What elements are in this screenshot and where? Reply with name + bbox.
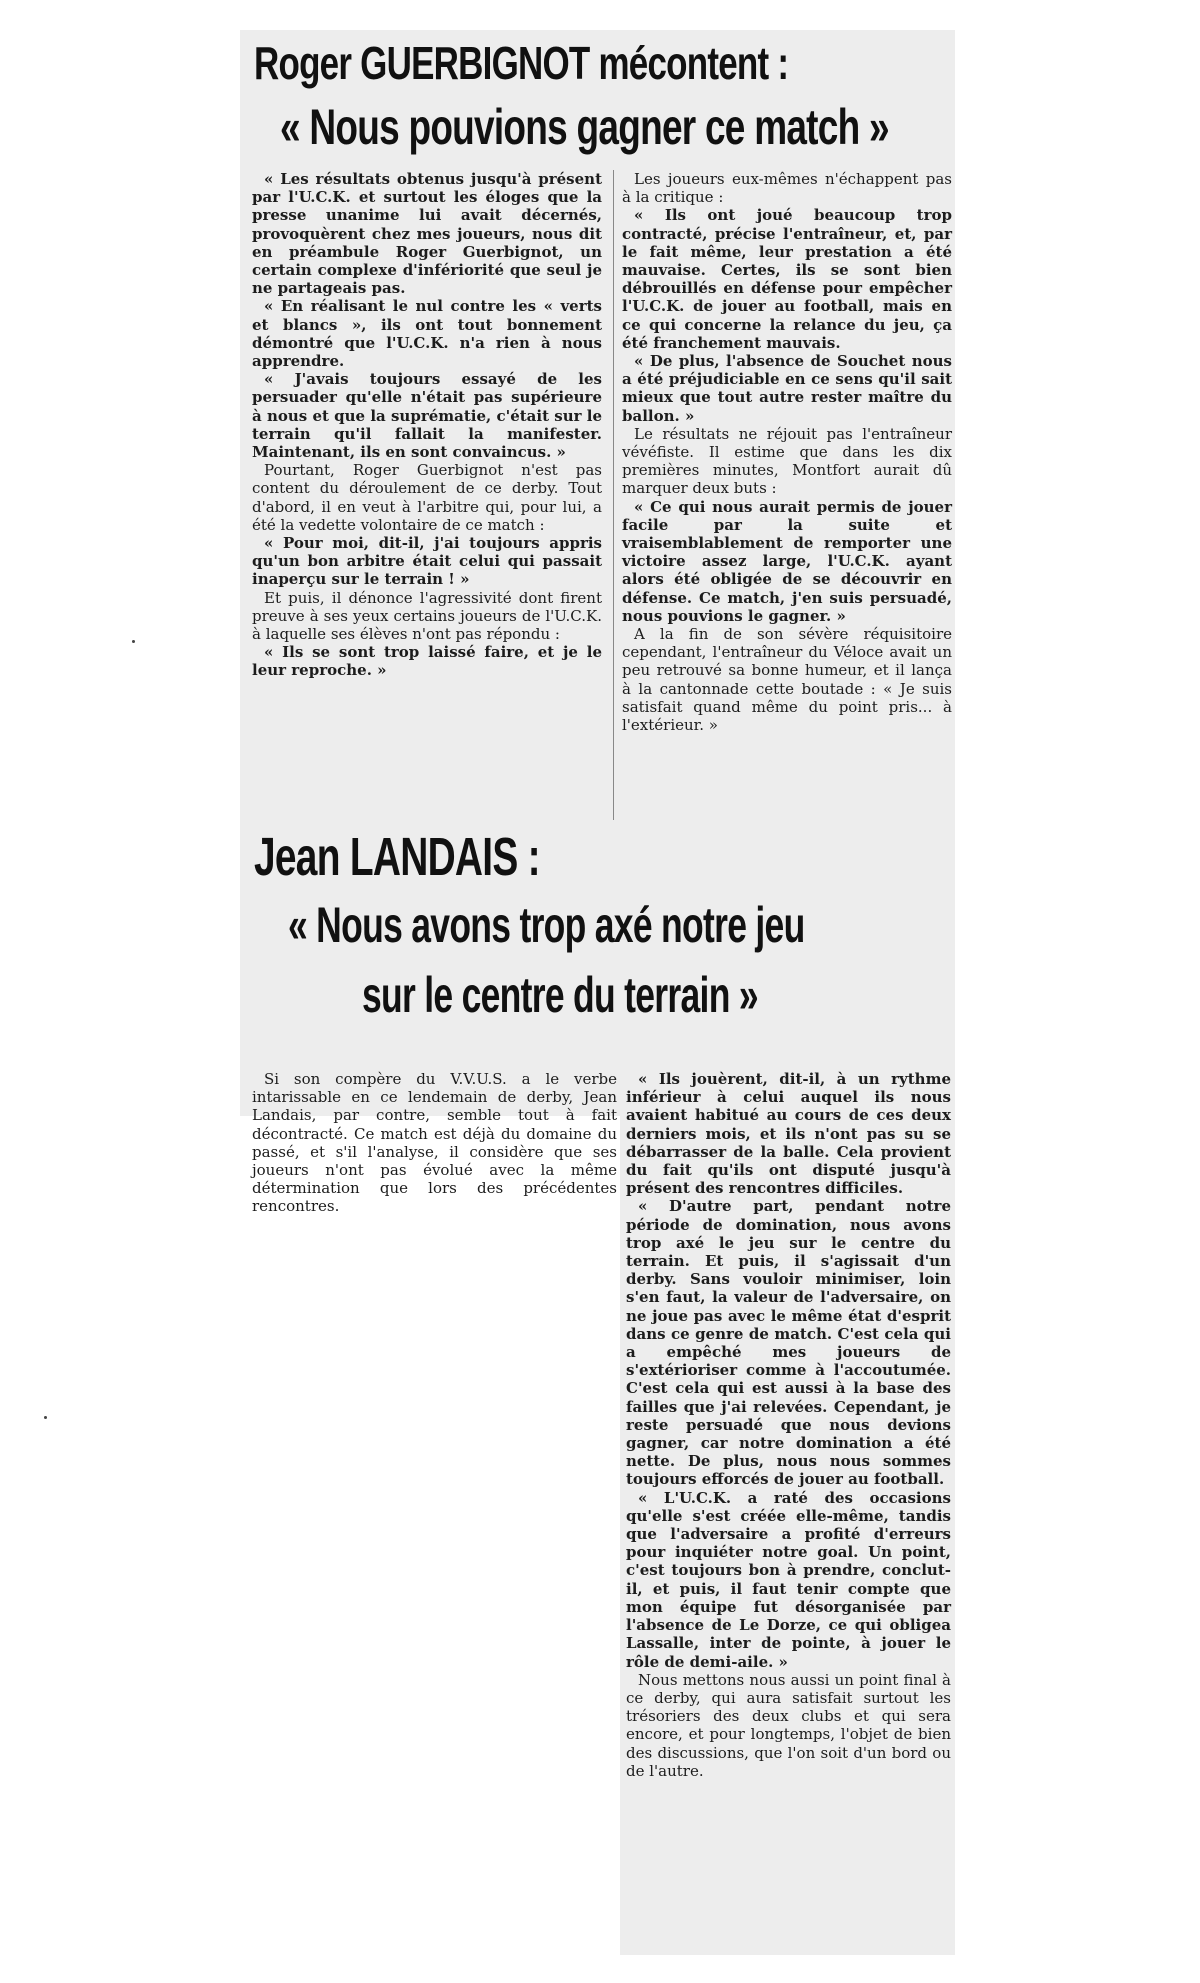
article1-body	[252, 170, 602, 680]
scan-speck	[44, 1416, 47, 1419]
article1-paragraph: « J'avais toujours essayé de les persuader qu'elle n'était pas supérieure à nous et que la suprématie, c'était sur le terrain qu'il fallait la manifester. Maintenant, ils en sont convaincus. »	[252, 370, 602, 462]
article2-paragraph: « Ils jouèrent, dit-il, à un rythme inférieur à celui auquel ils nous avaient habitué au cours de ces deux derniers mois, et ils n'ont pas su se débarrasser de la balle. Cela provient du fait qu'ils ont disputé jusqu'à présent des rencontres difficiles.	[626, 1070, 951, 1198]
article2-paragraph: « D'autre part, pendant notre période de domination, nous avons trop axé le jeu sur le centre du terrain. Et puis, il s'agissait d'un derby. Sans vouloir minimiser, loin s'en faut, la valeur de l'adversaire, on ne joue pas avec le même état d'esprit dans ce genre de match. C'est cela qui a empêché mes joueurs de s'extérioriser comme à l'accoutumée. C'est cela qui est aussi à la base des failles que j'ai relevées. Cependant, je reste persuadé que nous devions gagner, car notre domination a été nette. De plus, nous nous sommes toujours efforcés de jouer au football.	[626, 1197, 951, 1489]
article2-column-right	[626, 1070, 951, 1950]
article1-paragraph: Les joueurs eux-mêmes n'échappent pas à la critique :	[622, 170, 952, 207]
article1-column-right	[622, 170, 952, 820]
article2-headline-line2: « Nous avons trop axé notre jeu	[288, 897, 805, 953]
article1-paragraph: « De plus, l'absence de Souchet nous a été préjudiciable en ce sens qu'il sait mieux que tout autre rester maître du ballon. »	[622, 352, 952, 425]
article2-paragraph: « L'U.C.K. a raté des occasions qu'elle s'est créée elle-même, tandis que l'adversaire a profité d'erreurs pour inquiéter notre goal. Un point, c'est toujours bon à prendre, conclut-il, et puis, il faut tenir compte que mon équipe fut désorganisée par l'absence de Le Dorze, ce qui obligea Lassalle, inter de pointe, à jouer le rôle de demi-aile. »	[626, 1488, 951, 1671]
article2-paragraph: Nous mettons nous aussi un point final à ce derby, qui aura satisfait surtout les trésoriers des deux clubs et qui sera encore, et pour longtemps, l'objet de bien des discussions, que l'on soit d'un bord ou de l'autre.	[626, 1670, 951, 1780]
article1-paragraph: « En réalisant le nul contre les « verts et blancs », ils ont tout bonnement démontré que l'U.C.K. n'a rien à nous apprendre.	[252, 297, 602, 371]
article1-paragraph: « Pour moi, dit-il, j'ai toujours appris qu'un bon arbitre était celui qui passait inaperçu sur le terrain ! »	[252, 534, 602, 589]
article1-paragraph: « Ils se sont trop laissé faire, et je le leur reproche. »	[252, 643, 602, 680]
newspaper-clipping	[240, 30, 955, 1955]
article1-paragraph: « Ils ont joué beaucoup trop contracté, précise l'entraîneur, et, par le fait même, leur prestation a été mauvaise. Certes, ils se sont bien débrouillés en défense pour empêcher l'U.C.K. de jouer au football, mais en ce qui concerne la relance du jeu, ça été franchement mauvais.	[622, 206, 952, 352]
article2-headline-line3: sur le centre du terrain »	[362, 967, 758, 1023]
article1-paragraph: « Les résultats obtenus jusqu'à présent par l'U.C.K. et surtout les éloges que la presse unanime lui avait décernés, provoquèrent chez mes joueurs, nous dit en préambule Roger Guerbignot, un certain complexe d'infériorité que seul je ne partageais pas.	[252, 170, 602, 298]
article1-column-left	[252, 170, 602, 820]
article1-headline-line1: Roger GUERBIGNOT mécontent :	[254, 37, 789, 89]
article1-headline-line2: « Nous pouvions gagner ce match »	[280, 99, 889, 155]
article1-paragraph: A la fin de son sévère réquisitoire cependant, l'entraîneur du Véloce avait un peu retrouvé sa bonne humeur, et il lança à la cantonnade cette boutade : « Je suis satisfait quand même du point pris... à l'extérieur. »	[622, 625, 952, 735]
article2-column-left	[252, 1070, 617, 1216]
column-divider	[613, 170, 614, 820]
article1-paragraph: « Ce qui nous aurait permis de jouer facile par la suite et vraisemblablement de remporter une victoire assez large, l'U.C.K. ayant alors été obligée de se découvrir en défense. Ce match, j'en suis persuadé, nous pouvions le gagner. »	[622, 497, 952, 625]
article1-paragraph: Et puis, il dénonce l'agressivité dont firent preuve à ses yeux certains joueurs de l'U.C.K. à laquelle ses élèves n'ont pas répondu :	[252, 588, 602, 644]
article1-body-continued	[622, 170, 952, 734]
article2-paragraph: Si son compère du V.V.U.S. a le verbe intarissable en ce lendemain de derby, Jean Landais, par contre, semble tout à fait décontracté. Ce match est déjà du domaine du passé, et s'il l'analyse, il considère que ses joueurs n'ont pas évolué avec la même détermination que lors des précédentes rencontres.	[252, 1070, 617, 1216]
scan-speck	[132, 640, 135, 643]
article2-body	[626, 1070, 951, 1780]
article1-paragraph: Le résultats ne réjouit pas l'entraîneur vévéfiste. Il estime que dans les dix premières minutes, Montfort aurait dû marquer deux buts :	[622, 424, 952, 498]
article1-paragraph: Pourtant, Roger Guerbignot n'est pas content du déroulement de ce derby. Tout d'abord, il en veut à l'arbitre qui, pour lui, a été la vedette volontaire de ce match :	[252, 461, 602, 534]
article2-headline-line1: Jean LANDAIS :	[254, 827, 540, 887]
